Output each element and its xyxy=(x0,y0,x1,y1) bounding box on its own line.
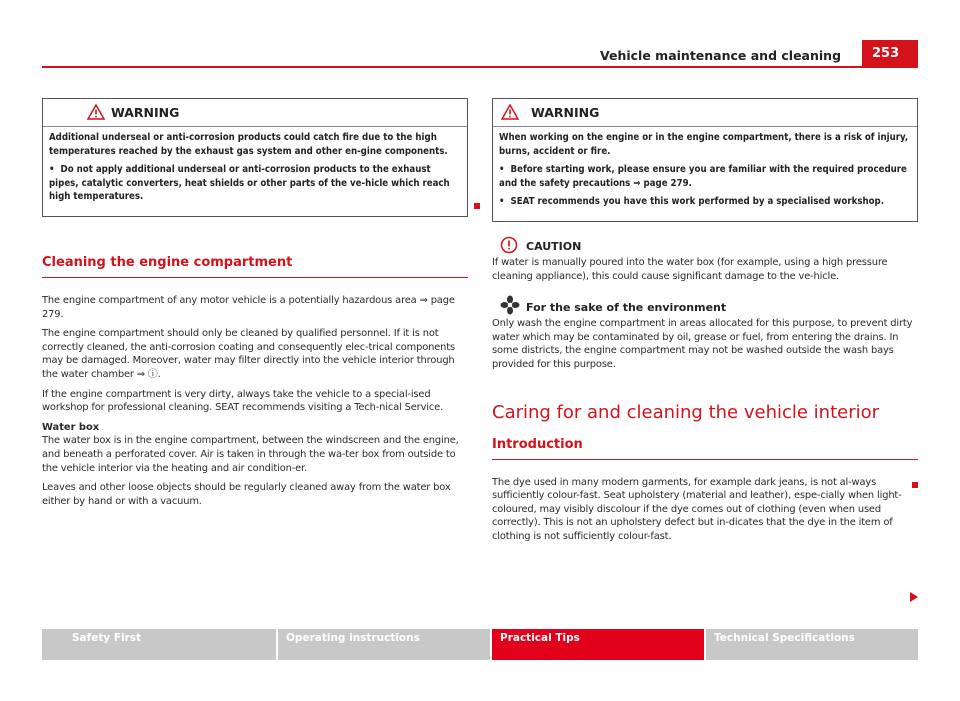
introduction-heading: Introduction xyxy=(492,437,918,460)
paragraph: The water box is in the engine compartment, between the windscreen and the engine, and beneath a perforated cover. Air is taken in through the wa-ter box from outside to the vehicle interior via the heating and air condition-er. xyxy=(42,435,459,474)
footer-tab-safety-first[interactable]: Safety First xyxy=(42,629,276,660)
warning-triangle-icon xyxy=(501,104,519,120)
warning-body xyxy=(43,127,467,210)
warning-header xyxy=(493,99,917,127)
caution-icon xyxy=(500,236,518,254)
header-rule xyxy=(42,66,862,68)
environment-text: Only wash the engine compartment in areas allocated for this purpose, to prevent dirty water which may be contaminated by oil, grease or fuel, from entering the drains. In some districts, the engine compartment may not be washed outside the wash bays provided for this purpose. xyxy=(492,318,913,370)
section-end-marker xyxy=(474,203,480,209)
warning-triangle-icon xyxy=(87,104,105,120)
bullet-icon: • xyxy=(499,164,505,176)
warning-intro: Additional underseal or anti-corrosion products could catch fire due to the high temperatures reached by the exhaust gas system and other en-gine components. xyxy=(49,132,448,157)
footer-nav xyxy=(42,629,918,660)
caution-notice xyxy=(492,236,918,283)
interior-care-heading: Caring for and cleaning the vehicle interior xyxy=(492,401,880,423)
warning-bullet xyxy=(499,195,911,209)
warning-box-engine xyxy=(492,98,918,222)
flower-icon xyxy=(500,295,520,315)
warning-intro: When working on the engine or in the engine compartment, there is a risk of injury, burns, accident or fire. xyxy=(499,132,909,157)
warning-label: WARNING xyxy=(531,105,600,120)
warning-header xyxy=(43,99,467,127)
footer-tab-practical-tips[interactable]: Practical Tips xyxy=(492,629,704,660)
footer-tab-technical-specifications[interactable]: Technical Specifications xyxy=(706,629,918,660)
warning-bullet-text: SEAT recommends you have this work performed by a specialised workshop. xyxy=(510,196,884,208)
warning-box-underseal xyxy=(42,98,468,217)
warning-bullet xyxy=(49,163,461,204)
left-column xyxy=(42,98,468,514)
paragraph: The engine compartment should only be cleaned by qualified personnel. If it is not correctly cleaned, the anti-corrosion coating and consequently elec-trical components may be damaged. Moreover, water may filter directly into the vehicle interior through the water chamber ⇒ ⓘ. xyxy=(42,328,456,380)
page-number: 253 xyxy=(862,40,918,68)
bullet-icon: • xyxy=(49,164,55,176)
paragraph: The engine compartment of any motor vehicle is a potentially hazardous area ⇒ page 279. xyxy=(42,295,455,320)
caution-text: If water is manually poured into the water box (for example, using a high pressure cleaning appliance), this could cause significant damage to the ve-hicle. xyxy=(492,257,888,282)
warning-body xyxy=(493,127,917,215)
warning-label: WARNING xyxy=(111,105,180,120)
right-column xyxy=(492,98,918,550)
engine-compartment-heading: Cleaning the engine compartment xyxy=(42,255,468,278)
paragraph: If the engine compartment is very dirty, always take the vehicle to a special-ised workshop for professional cleaning. SEAT recommends visiting a Tech-nical Service. xyxy=(42,388,444,414)
bullet-icon: • xyxy=(499,196,505,208)
running-header: Vehicle maintenance and cleaning xyxy=(600,48,842,63)
warning-bullet-text: Before starting work, please ensure you are familiar with the required procedure and the safety precautions ⇒ page 279. xyxy=(499,164,907,189)
caution-label: CAUTION xyxy=(526,240,582,253)
footer-tab-operating-instructions[interactable]: Operating instructions xyxy=(278,629,490,660)
warning-bullet xyxy=(499,163,911,190)
environment-label: For the sake of the environment xyxy=(526,301,727,315)
warning-bullet-text: Do not apply additional underseal or anti-corrosion products to the exhaust pipes, catalytic converters, heat shields or other parts of the ve-hicle which reach high temperatures. xyxy=(49,164,450,203)
section-end-marker xyxy=(912,482,918,488)
continue-arrow-icon xyxy=(910,592,918,602)
environment-notice xyxy=(492,295,918,371)
water-box-heading: Water box xyxy=(42,421,100,433)
introduction-text: The dye used in many modern garments, for example dark jeans, is not al-ways sufficiently colour-fast. Seat upholstery (material and leather), espe-cially when light-coloured, may visibly discolour if the dye comes out of clothing (even when used correctly). This is not an upholstery defect but in-dicates that the dye in the item of clothing is not sufficiently colour-fast. xyxy=(492,476,902,542)
paragraph: Leaves and other loose objects should be regularly cleaned away from the water box either by hand or with a vacuum. xyxy=(42,482,451,507)
